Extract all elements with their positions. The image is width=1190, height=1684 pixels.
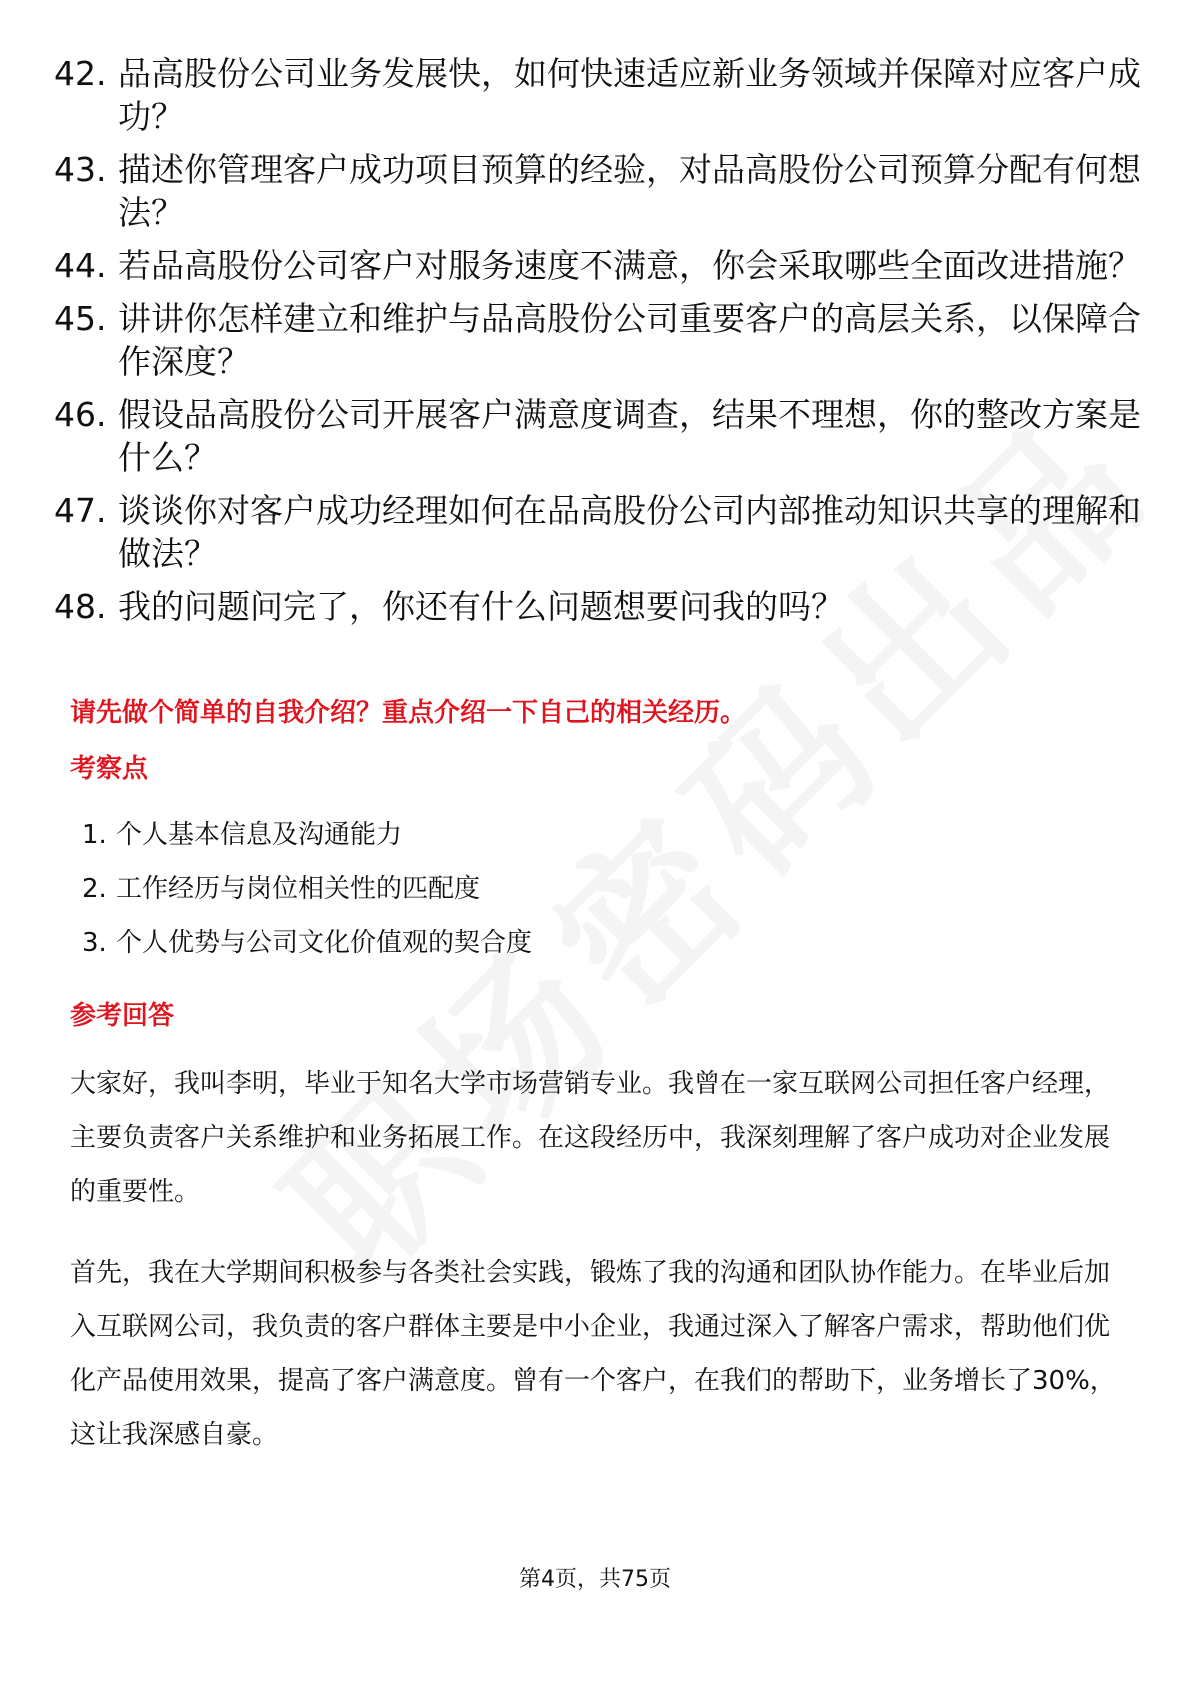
examine-point	[82, 869, 532, 909]
point-text: 个人优势与公司文化价值观的契合度	[116, 928, 533, 958]
question-item	[54, 585, 1144, 628]
answer-paragraph: 大家好，我叫李明，毕业于知名大学市场营销专业。我曾在一家互联网公司担任客户经理，主要负责客户关系维护和业务拓展工作。在这段经历中，我深刻理解了客户成功对企业发展的重要性。	[70, 1069, 1111, 1207]
point-number: 3.	[82, 928, 107, 958]
question-number: 43.	[54, 150, 107, 189]
question-number: 46.	[54, 395, 107, 434]
question-number: 44.	[54, 246, 107, 285]
question-item	[54, 244, 1144, 287]
question-item	[54, 393, 1144, 479]
question-text: 若品高股份公司客户对服务速度不满意，你会采取哪些全面改进措施？	[118, 246, 1141, 285]
point-number: 1.	[82, 820, 107, 850]
featured-question: 请先做个简单的自我介绍？重点介绍一下自己的相关经历。	[70, 698, 747, 728]
question-text: 品高股份公司业务发展快，如何快速适应新业务领域并保障对应客户成功？	[118, 54, 1141, 136]
question-text: 我的问题问完了，你还有什么问题想要问我的吗？	[118, 587, 844, 626]
answer-paragraph: 首先，我在大学期间积极参与各类社会实践，锻炼了我的沟通和团队协作能力。在毕业后加入互联网公司，我负责的客户群体主要是中小企业，我通过深入了解客户需求，帮助他们优化产品使用效果，提高了客户满意度。曾有一个客户，在我们的帮助下，业务增长了30%，这让我深感自豪。	[70, 1258, 1116, 1450]
question-number: 48.	[54, 587, 107, 626]
question-number: 45.	[54, 299, 107, 338]
question-text: 假设品高股份公司开展客户满意度调查，结果不理想，你的整改方案是什么？	[118, 395, 1141, 477]
question-number: 47.	[54, 491, 107, 530]
point-text: 个人基本信息及沟通能力	[116, 820, 403, 850]
point-number: 2.	[82, 874, 107, 904]
question-item	[54, 52, 1144, 138]
question-item	[54, 148, 1144, 234]
question-item	[54, 297, 1144, 383]
examine-point	[82, 815, 532, 855]
question-text: 谈谈你对客户成功经理如何在品高股份公司内部推动知识共享的理解和做法？	[118, 491, 1141, 573]
question-text: 讲讲你怎样建立和维护与品高股份公司重要客户的高层关系，以保障合作深度？	[118, 299, 1141, 381]
question-text: 描述你管理客户成功项目预算的经验，对品高股份公司预算分配有何想法？	[118, 150, 1141, 232]
reference-answer-heading: 参考回答	[70, 1001, 175, 1031]
question-number: 42.	[54, 54, 107, 93]
question-list	[54, 52, 1144, 638]
question-item	[54, 489, 1144, 575]
page-number: 第4页，共75页	[519, 1567, 671, 1592]
examine-points-list	[82, 815, 532, 977]
examine-point	[82, 923, 532, 963]
examine-points-heading: 考察点	[70, 754, 149, 784]
point-text: 工作经历与岗位相关性的匹配度	[116, 874, 481, 904]
